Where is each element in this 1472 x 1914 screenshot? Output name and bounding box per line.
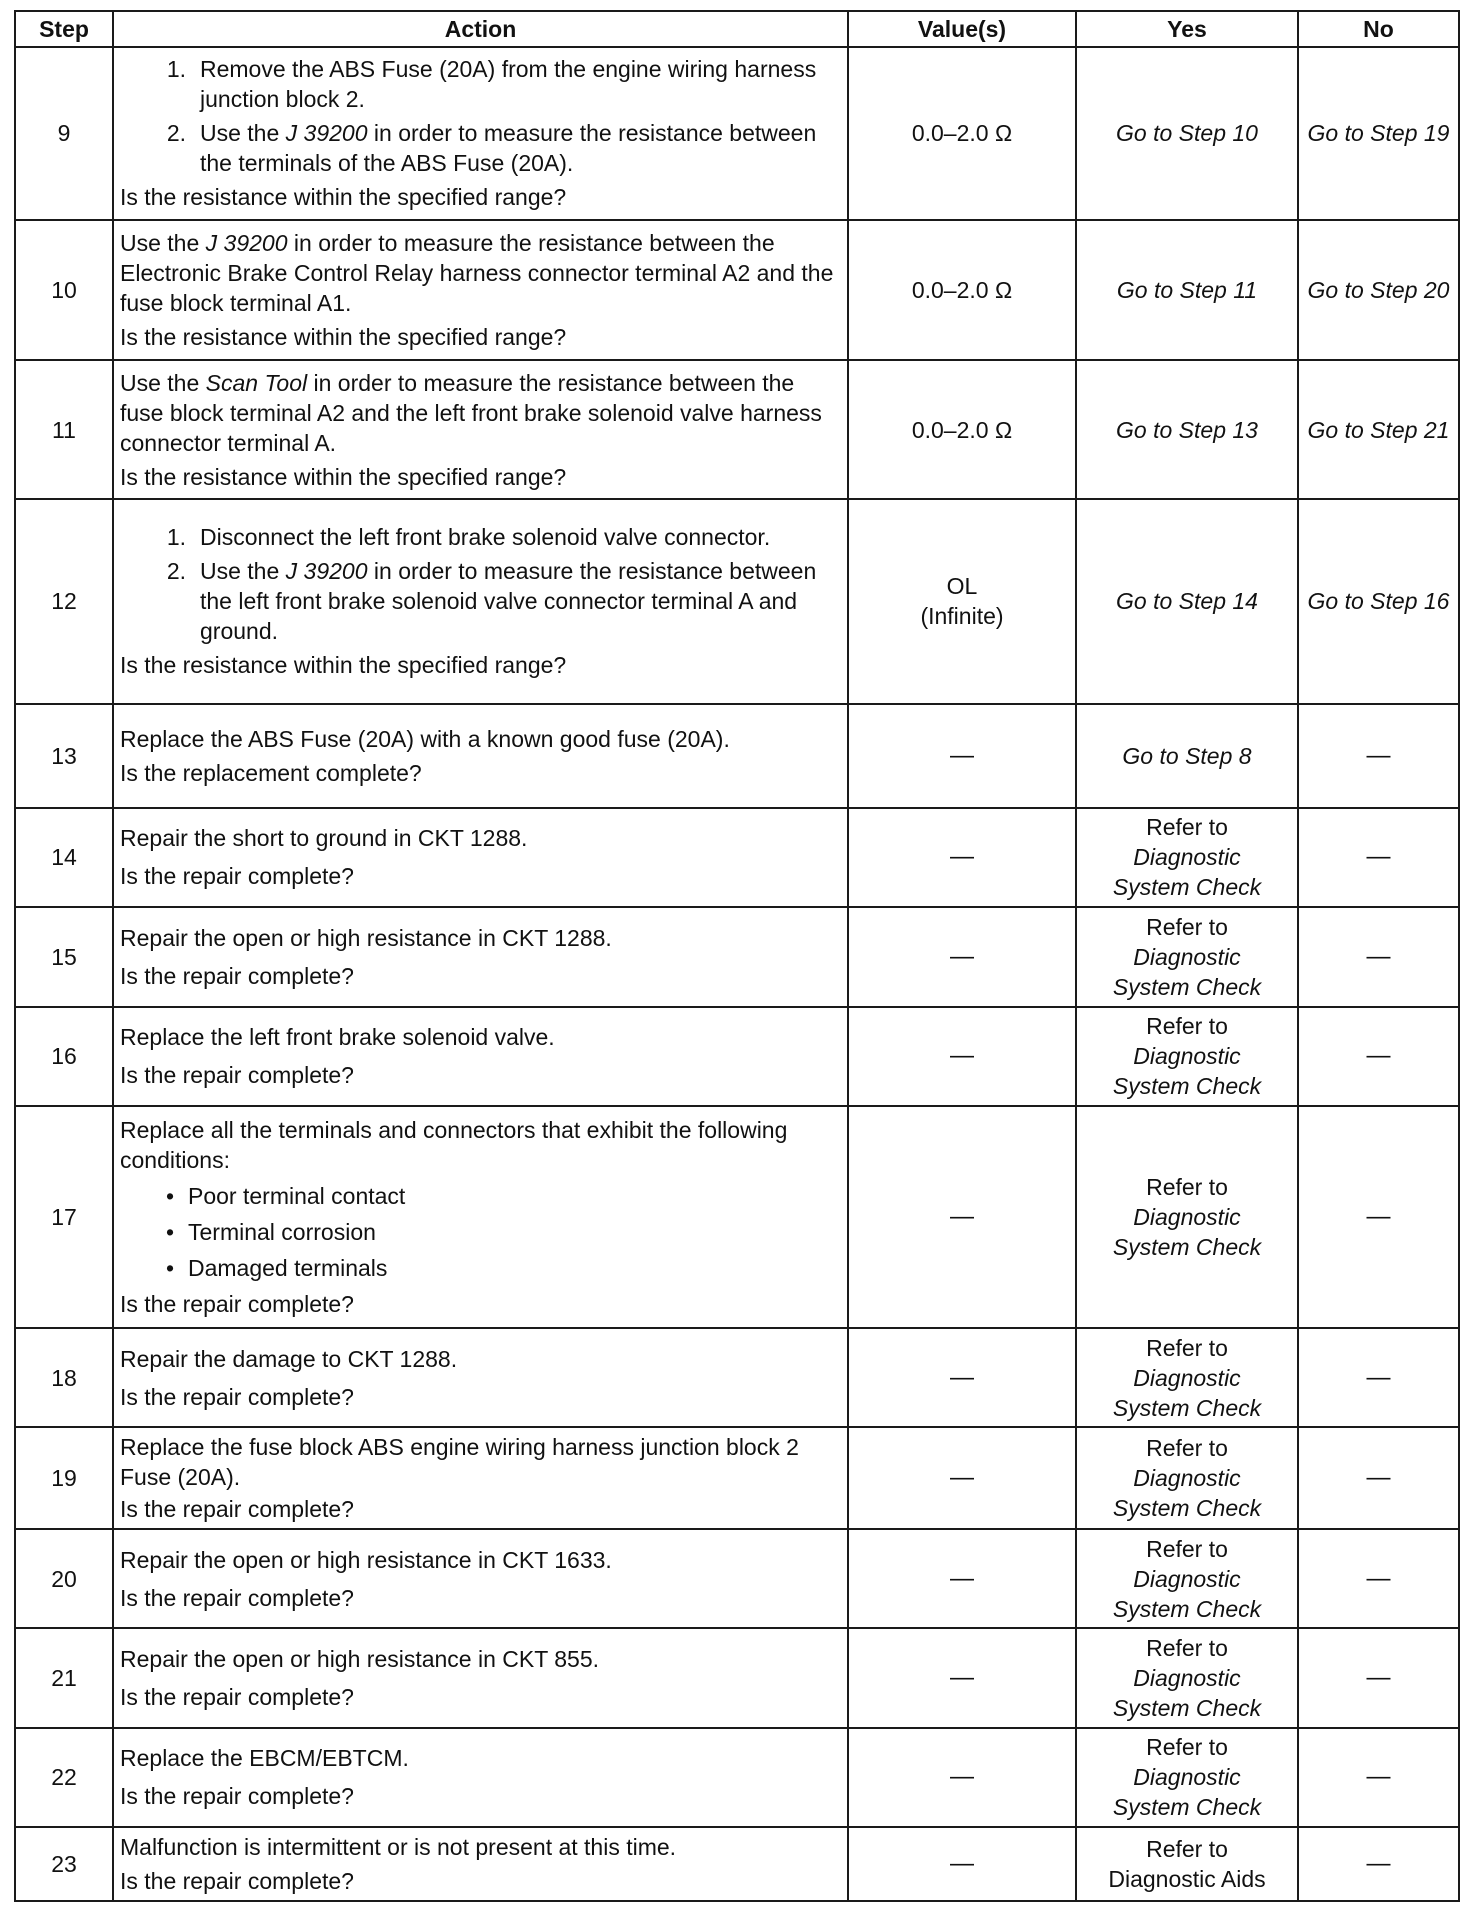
value-cell: —: [848, 1427, 1076, 1529]
tool-name: J 39200: [285, 120, 368, 147]
action-question: Is the repair complete?: [120, 1783, 354, 1810]
action-question: Is the repair complete?: [120, 1584, 354, 1611]
no-cell: —: [1298, 907, 1459, 1007]
action-question: Is the resistance within the specified range?: [120, 463, 567, 490]
yes-cell: Go to Step 10: [1076, 47, 1298, 220]
yes-cell: Refer to Diagnostic System Check: [1076, 808, 1298, 906]
action-cell: Repair the open or high resistance in CKT 1288. Is the repair complete?: [113, 907, 848, 1007]
bullet-icon: •: [165, 1218, 174, 1245]
value-cell: —: [848, 704, 1076, 808]
action-cell: Replace the fuse block ABS engine wiring harness junction block 2 Fuse (20A). Is the repair complete?: [113, 1427, 848, 1529]
header-action: Action: [113, 11, 848, 47]
table-row: [15, 1007, 1459, 1105]
value-cell: —: [848, 1529, 1076, 1627]
yes-cell: Go to Step 11: [1076, 220, 1298, 361]
no-cell: —: [1298, 1628, 1459, 1728]
action-cell: Repair the open or high resistance in CKT 855. Is the repair complete?: [113, 1628, 848, 1728]
value-cell: —: [848, 1007, 1076, 1105]
action-cell: Repair the open or high resistance in CKT 1633. Is the repair complete?: [113, 1529, 848, 1627]
tool-name: J 39200: [205, 230, 288, 257]
value-cell: [848, 499, 1076, 704]
header-row: [15, 11, 1459, 47]
step-number: 10: [15, 220, 113, 361]
value-cell: —: [848, 907, 1076, 1007]
no-cell: Go to Step 16: [1298, 499, 1459, 704]
conditions-list: [120, 1181, 841, 1283]
step-number: 11: [15, 360, 113, 499]
value-cell: 0.0–2.0 Ω: [848, 47, 1076, 220]
no-cell: —: [1298, 1728, 1459, 1826]
bullet-icon: •: [165, 1182, 174, 1209]
step-number: 14: [15, 808, 113, 906]
list-item: 2. Use the J 39200 in order to measure the resistance between the terminals of the ABS Fuse (20A).: [166, 120, 817, 177]
value-cell: —: [848, 1827, 1076, 1901]
diagnostic-table: [14, 10, 1460, 1902]
no-cell: —: [1298, 1328, 1459, 1426]
action-cell: [113, 47, 848, 220]
action-question: Is the repair complete?: [120, 962, 354, 989]
action-question: Is the repair complete?: [120, 1062, 354, 1089]
step-number: 17: [15, 1106, 113, 1329]
refer-link: Diagnostic Aids: [1108, 1865, 1266, 1892]
value-cell: —: [848, 1628, 1076, 1728]
step-number: 9: [15, 47, 113, 220]
header-step: Step: [15, 11, 113, 47]
no-cell: —: [1298, 1106, 1459, 1329]
step-number: 13: [15, 704, 113, 808]
table-row: [15, 360, 1459, 499]
table-row: [15, 704, 1459, 808]
step-number: 19: [15, 1427, 113, 1529]
table-row: [15, 1529, 1459, 1627]
action-steps: [120, 54, 841, 178]
yes-cell: Refer to Diagnostic System Check: [1076, 1529, 1298, 1627]
yes-cell: Go to Step 8: [1076, 704, 1298, 808]
no-cell: —: [1298, 1529, 1459, 1627]
yes-cell: Go to Step 13: [1076, 360, 1298, 499]
refer-link: Diagnostic: [1133, 1664, 1241, 1691]
table-row: [15, 1827, 1459, 1901]
table-row: [15, 907, 1459, 1007]
action-cell: [113, 499, 848, 704]
action-question: Is the repair complete?: [120, 863, 354, 890]
bullet-icon: •: [165, 1254, 174, 1281]
action-cell: Replace the ABS Fuse (20A) with a known good fuse (20A). Is the replacement complete?: [113, 704, 848, 808]
value-cell: —: [848, 1728, 1076, 1826]
refer-link: Diagnostic: [1133, 943, 1241, 970]
list-item: • Damaged terminals: [120, 1253, 841, 1283]
no-cell: Go to Step 21: [1298, 360, 1459, 499]
tool-name: Scan Tool: [205, 369, 308, 396]
refer-link: Diagnostic: [1133, 844, 1241, 871]
step-number: 21: [15, 1628, 113, 1728]
value-cell: 0.0–2.0 Ω: [848, 220, 1076, 361]
yes-cell: Go to Step 14: [1076, 499, 1298, 704]
yes-cell: Refer to Diagnostic System Check: [1076, 1328, 1298, 1426]
table-row: [15, 499, 1459, 704]
action-cell: Repair the damage to CKT 1288. Is the repair complete?: [113, 1328, 848, 1426]
action-cell: Replace the EBCM/EBTCM. Is the repair complete?: [113, 1728, 848, 1826]
table-row: [15, 808, 1459, 906]
action-cell: Repair the short to ground in CKT 1288. Is the repair complete?: [113, 808, 848, 906]
list-item: 1. Disconnect the left front brake solenoid valve connector.: [166, 524, 771, 551]
no-cell: Go to Step 19: [1298, 47, 1459, 220]
action-cell: Use the J 39200 in order to measure the resistance between the Electronic Brake Control Relay harness connector terminal A2 and the fuse block terminal A1. Is the resistance within the specified range?: [113, 220, 848, 361]
refer-link: Diagnostic: [1133, 1465, 1241, 1492]
header-yes: Yes: [1076, 11, 1298, 47]
table-row: [15, 1628, 1459, 1728]
table-row: [15, 1328, 1459, 1426]
step-number: 18: [15, 1328, 113, 1426]
action-question: Is the replacement complete?: [120, 760, 422, 787]
action-question: Is the repair complete?: [120, 1496, 354, 1523]
action-cell: Replace all the terminals and connectors that exhibit the following conditions: • Poor terminal contact • Terminal corrosion • Damaged terminals Is the repair complete?: [113, 1106, 848, 1329]
yes-cell: Refer to Diagnostic System Check: [1076, 1427, 1298, 1529]
action-question: Is the resistance within the specified range?: [120, 324, 567, 351]
no-cell: —: [1298, 1007, 1459, 1105]
action-question: Is the resistance within the specified range?: [120, 652, 567, 679]
header-no: No: [1298, 11, 1459, 47]
table-row: [15, 1106, 1459, 1329]
table-row: [15, 1728, 1459, 1826]
value-secondary: (Infinite): [920, 603, 1004, 630]
refer-link: Diagnostic: [1133, 1565, 1241, 1592]
action-question: Is the repair complete?: [120, 1867, 354, 1894]
list-item: • Terminal corrosion: [120, 1217, 841, 1247]
step-number: 16: [15, 1007, 113, 1105]
value-cell: —: [848, 1106, 1076, 1329]
table-row: [15, 220, 1459, 361]
step-number: 20: [15, 1529, 113, 1627]
yes-cell: Refer to Diagnostic System Check: [1076, 1728, 1298, 1826]
tool-name: J 39200: [285, 558, 368, 585]
action-question: Is the repair complete?: [120, 1290, 354, 1317]
no-cell: —: [1298, 704, 1459, 808]
action-question: Is the repair complete?: [120, 1683, 354, 1710]
action-question: Is the resistance within the specified range?: [120, 184, 567, 211]
yes-cell: Refer to Diagnostic Aids: [1076, 1827, 1298, 1901]
action-cell: Malfunction is intermittent or is not present at this time. Is the repair complete?: [113, 1827, 848, 1901]
action-steps: [120, 522, 841, 646]
step-number: 22: [15, 1728, 113, 1826]
value-cell: —: [848, 808, 1076, 906]
no-cell: —: [1298, 808, 1459, 906]
action-cell: Replace the left front brake solenoid valve. Is the repair complete?: [113, 1007, 848, 1105]
yes-cell: Refer to Diagnostic System Check: [1076, 907, 1298, 1007]
no-cell: Go to Step 20: [1298, 220, 1459, 361]
action-question: Is the repair complete?: [120, 1383, 354, 1410]
yes-cell: Refer to Diagnostic System Check: [1076, 1007, 1298, 1105]
value-cell: —: [848, 1328, 1076, 1426]
yes-cell: Refer to Diagnostic System Check: [1076, 1106, 1298, 1329]
value-cell: 0.0–2.0 Ω: [848, 360, 1076, 499]
no-cell: —: [1298, 1427, 1459, 1529]
table-row: [15, 47, 1459, 220]
table-row: [15, 1427, 1459, 1529]
action-cell: Use the Scan Tool in order to measure the resistance between the fuse block terminal A2 and the left front brake solenoid valve harness connector terminal A. Is the resistance within the specified range?: [113, 360, 848, 499]
value-primary: OL: [946, 573, 978, 600]
header-values: Value(s): [848, 11, 1076, 47]
refer-link: Diagnostic: [1133, 1043, 1241, 1070]
refer-link: Diagnostic: [1133, 1203, 1241, 1230]
yes-cell: Refer to Diagnostic System Check: [1076, 1628, 1298, 1728]
list-item: • Poor terminal contact: [120, 1181, 841, 1211]
refer-link: Diagnostic: [1133, 1364, 1241, 1391]
no-cell: —: [1298, 1827, 1459, 1901]
step-number: 12: [15, 499, 113, 704]
list-item: 2. Use the J 39200 in order to measure the resistance between the left front brake solenoid valve connector terminal A and ground.: [166, 558, 817, 645]
step-number: 15: [15, 907, 113, 1007]
list-item: 1. Remove the ABS Fuse (20A) from the engine wiring harness junction block 2.: [166, 56, 817, 113]
step-number: 23: [15, 1827, 113, 1901]
refer-link: Diagnostic: [1133, 1764, 1241, 1791]
